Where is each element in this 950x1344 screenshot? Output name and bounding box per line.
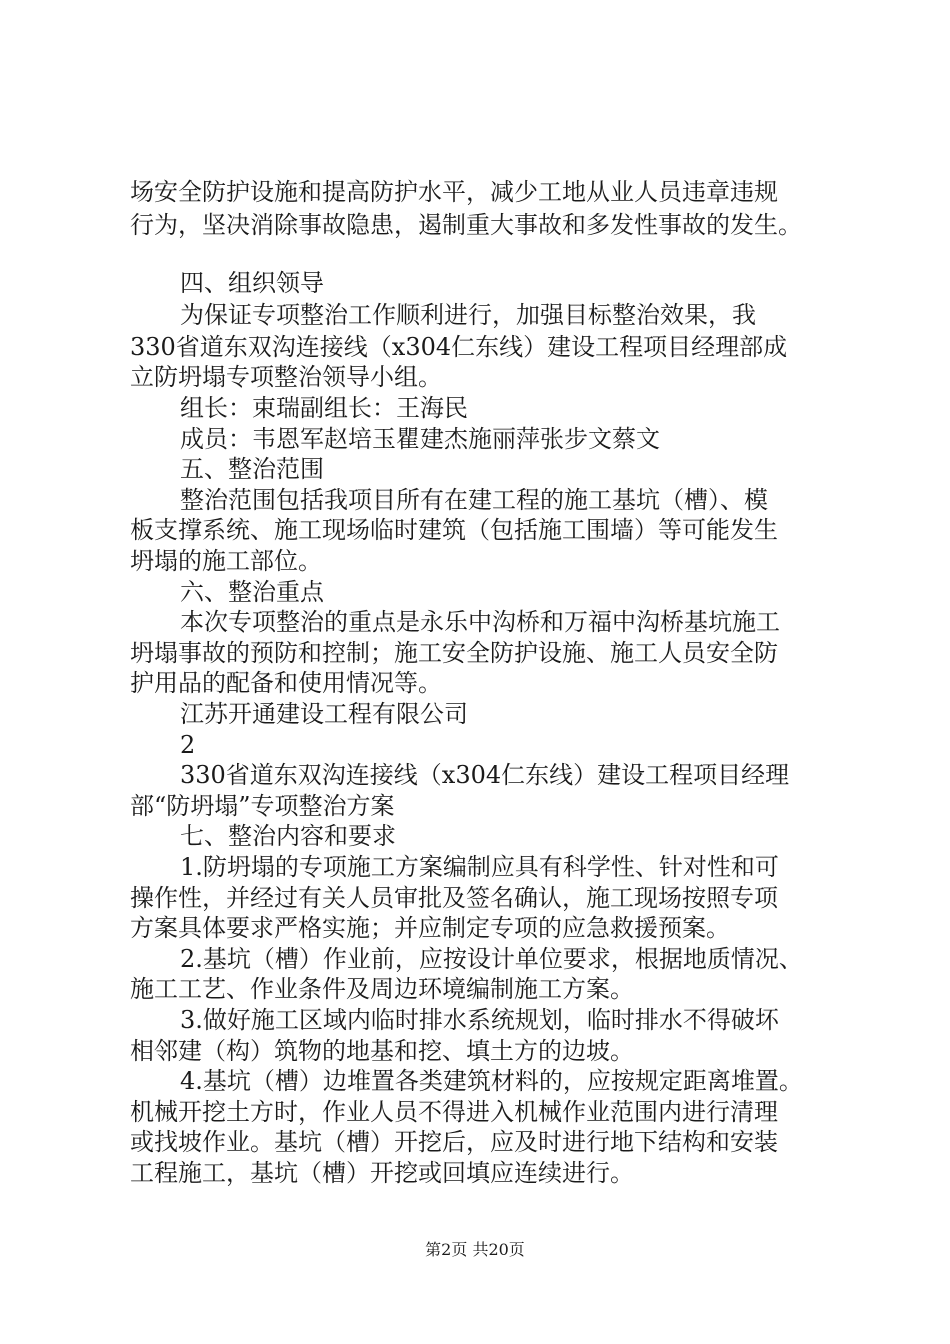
text-line: 本次专项整治的重点是永乐中沟桥和万福中沟桥基坑施工	[180, 608, 780, 636]
text-line: 330省道东双沟连接线（x304仁东线）建设工程项目经理部成	[130, 333, 788, 361]
text-line: 场安全防护设施和提高防护水平，减少工地从业人员违章违规	[130, 178, 778, 206]
text-line: 为保证专项整治工作顺利进行，加强目标整治效果，我	[180, 301, 756, 329]
section-heading: 六、整治重点	[180, 578, 324, 606]
text-line: 相邻建（构）筑物的地基和挖、填土方的边坡。	[130, 1037, 634, 1065]
text-line: 行为，坚决消除事故隐患，遏制重大事故和多发性事故的发生。	[130, 211, 802, 239]
text-line: 板支撑系统、施工现场临时建筑（包括施工围墙）等可能发生	[130, 516, 778, 544]
text-line: 或找坡作业。基坑（槽）开挖后，应及时进行地下结构和安装	[130, 1128, 778, 1156]
text-line: 坍塌事故的预防和控制；施工安全防护设施、施工人员安全防	[130, 639, 778, 667]
section-heading: 七、整治内容和要求	[180, 822, 396, 850]
text-line: 护用品的配备和使用情况等。	[130, 669, 442, 697]
text-line: 4.基坑（槽）边堆置各类建筑材料的，应按规定距离堆置。	[180, 1067, 803, 1095]
text-line: 成员：韦恩军赵培玉瞿建杰施丽萍张步文蔡文	[180, 425, 660, 453]
text-line: 整治范围包括我项目所有在建工程的施工基坑（槽）、模	[180, 486, 768, 514]
section-heading: 四、组织领导	[180, 269, 324, 297]
text-line: 方案具体要求严格实施；并应制定专项的应急救援预案。	[130, 914, 730, 942]
text-line: 操作性，并经过有关人员审批及签名确认，施工现场按照专项	[130, 884, 778, 912]
text-line: 1.防坍塌的专项施工方案编制应具有科学性、针对性和可	[180, 853, 779, 881]
text-line: 机械开挖土方时，作业人员不得进入机械作业范围内进行清理	[130, 1098, 778, 1126]
section-heading: 五、整治范围	[180, 455, 324, 483]
document-title-line: 330省道东双沟连接线（x304仁东线）建设工程项目经理	[180, 761, 790, 789]
page-footer: 第2页 共20页	[425, 1240, 525, 1259]
text-line: 施工工艺、作业条件及周边环境编制施工方案。	[130, 975, 634, 1003]
text-line: 2.基坑（槽）作业前，应按设计单位要求，根据地质情况、	[180, 945, 803, 973]
page-number-inline: 2	[180, 731, 196, 759]
text-line: 3.做好施工区域内临时排水系统规划，临时排水不得破坏	[180, 1006, 779, 1034]
text-line: 立防坍塌专项整治领导小组。	[130, 363, 442, 391]
text-line: 工程施工，基坑（槽）开挖或回填应连续进行。	[130, 1159, 634, 1187]
company-name: 江苏开通建设工程有限公司	[180, 700, 468, 728]
document-title-line: 部“防坍塌”专项整治方案	[130, 792, 395, 820]
text-line: 坍塌的施工部位。	[130, 547, 322, 575]
text-line: 组长：束瑞副组长：王海民	[180, 394, 468, 422]
